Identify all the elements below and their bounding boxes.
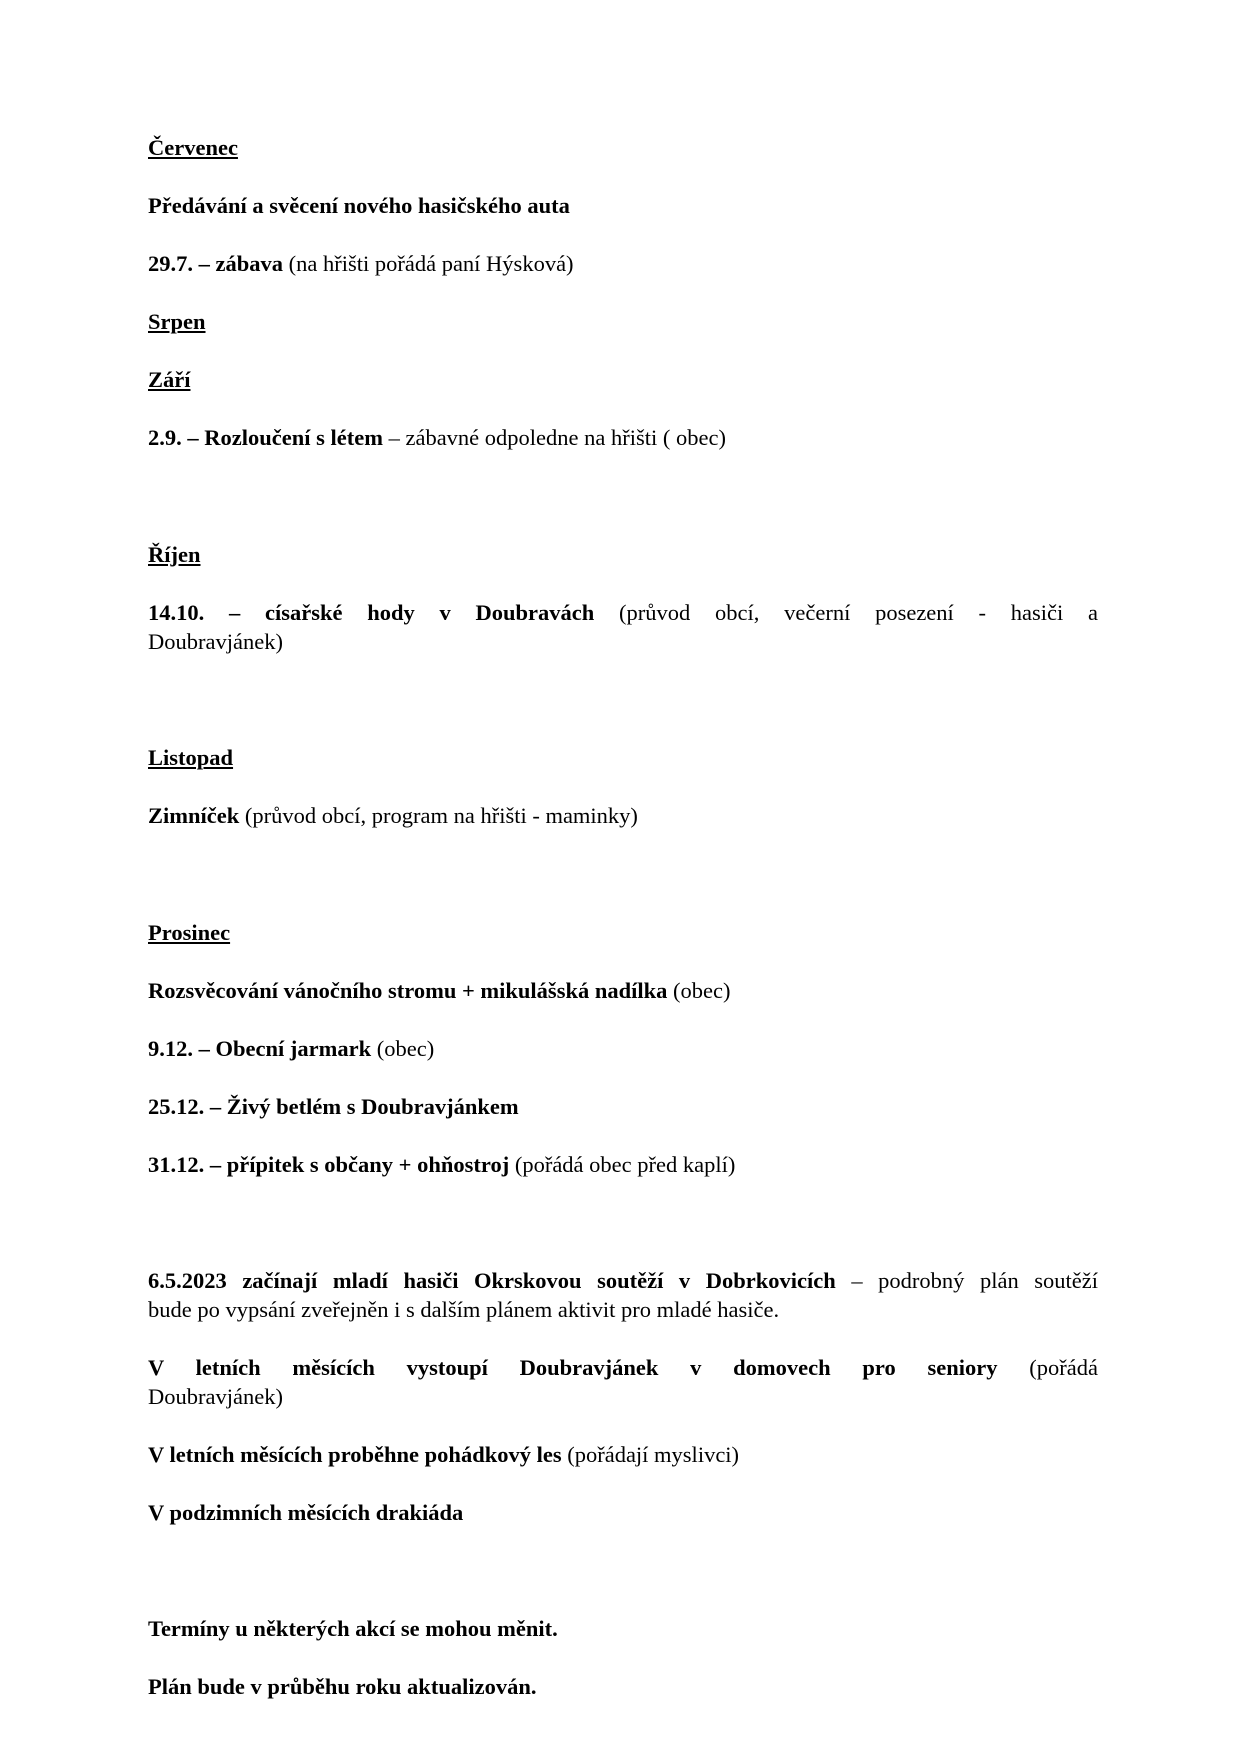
extra-line bbox=[148, 1440, 1098, 1469]
event-note: (obec) bbox=[673, 978, 731, 1003]
event-note: – zábavné odpoledne na hřišti ( obec) bbox=[388, 425, 726, 450]
extra-note: – podrobný plán soutěží bbox=[851, 1268, 1098, 1293]
month-heading-listopad: Listopad bbox=[148, 745, 234, 770]
event-line bbox=[148, 423, 1098, 452]
month-heading-zari: Září bbox=[148, 367, 191, 392]
extra-title: 6.5.2023 začínají mladí hasiči Okrskovou soutěží v Dobrkovicích bbox=[148, 1268, 836, 1293]
extra-title: V letních měsících proběhne pohádkový les bbox=[148, 1442, 562, 1467]
footer-note bbox=[148, 1672, 1098, 1701]
event-title: Rozsvěcování vánočního stromu + mikulášská nadílka bbox=[148, 978, 668, 1003]
month-heading-prosinec: Prosinec bbox=[148, 920, 231, 945]
event-line bbox=[148, 598, 1098, 627]
event-title: 14.10. – císařské hody v Doubravách bbox=[148, 600, 595, 625]
event-note: (průvod obcí, program na hřišti - maminky) bbox=[244, 803, 638, 828]
event-line bbox=[148, 801, 1098, 830]
event-title: Obecní jarmark bbox=[215, 1036, 372, 1061]
event-line bbox=[148, 1034, 1098, 1063]
event-line bbox=[148, 249, 1098, 278]
event-line bbox=[148, 976, 1098, 1005]
event-title: zábava bbox=[215, 251, 283, 276]
event-title: Živý betlém s Doubravjánkem bbox=[226, 1094, 519, 1119]
event-note: (obec) bbox=[376, 1036, 435, 1061]
extra-line-continued: bude po vypsání zveřejněn i s dalším plánem aktivit pro mladé hasiče. bbox=[148, 1297, 780, 1322]
month-heading-rijen: Říjen bbox=[148, 542, 201, 567]
extra-line-continued: Doubravjánek) bbox=[148, 1384, 283, 1409]
month-heading-srpen: Srpen bbox=[148, 309, 206, 334]
event-date: 31.12. – bbox=[148, 1152, 222, 1177]
extra-title: V letních měsících vystoupí Doubravjánek v domovech pro seniory bbox=[148, 1355, 998, 1380]
extra-title: V podzimních měsících drakiáda bbox=[148, 1500, 464, 1525]
event-date: 25.12. – bbox=[148, 1094, 222, 1119]
extra-note: (pořádá bbox=[1029, 1355, 1099, 1380]
event-date: 29.7. – bbox=[148, 251, 210, 276]
event-line-continued: Doubravjánek) bbox=[148, 629, 283, 654]
footer-note-text: Termíny u některých akcí se mohou měnit. bbox=[148, 1616, 558, 1641]
extra-note: (pořádají myslivci) bbox=[567, 1442, 740, 1467]
event-title: Předávání a svěcení nového hasičského auta bbox=[148, 193, 570, 218]
event-date: 2.9. – bbox=[148, 425, 199, 450]
event-date: 9.12. – bbox=[148, 1036, 210, 1061]
month-heading-cervenec: Červenec bbox=[148, 135, 238, 160]
footer-note-text: Plán bude v průběhu roku aktualizován. bbox=[148, 1674, 537, 1699]
event-note: (pořádá obec před kaplí) bbox=[514, 1152, 736, 1177]
event-line bbox=[148, 191, 1098, 220]
event-title: Zimníček bbox=[148, 803, 240, 828]
event-line bbox=[148, 1092, 1098, 1121]
extra-line bbox=[148, 1353, 1098, 1382]
event-title: Rozloučení s létem bbox=[204, 425, 383, 450]
extra-line bbox=[148, 1498, 1098, 1527]
event-note: (na hřišti pořádá paní Hýsková) bbox=[288, 251, 574, 276]
event-note: (průvod obcí, večerní posezení - hasiči a bbox=[619, 600, 1099, 625]
extra-line bbox=[148, 1266, 1098, 1295]
event-title: přípitek s občany + ohňostroj bbox=[226, 1152, 510, 1177]
event-line bbox=[148, 1150, 1098, 1179]
footer-note bbox=[148, 1614, 1098, 1643]
